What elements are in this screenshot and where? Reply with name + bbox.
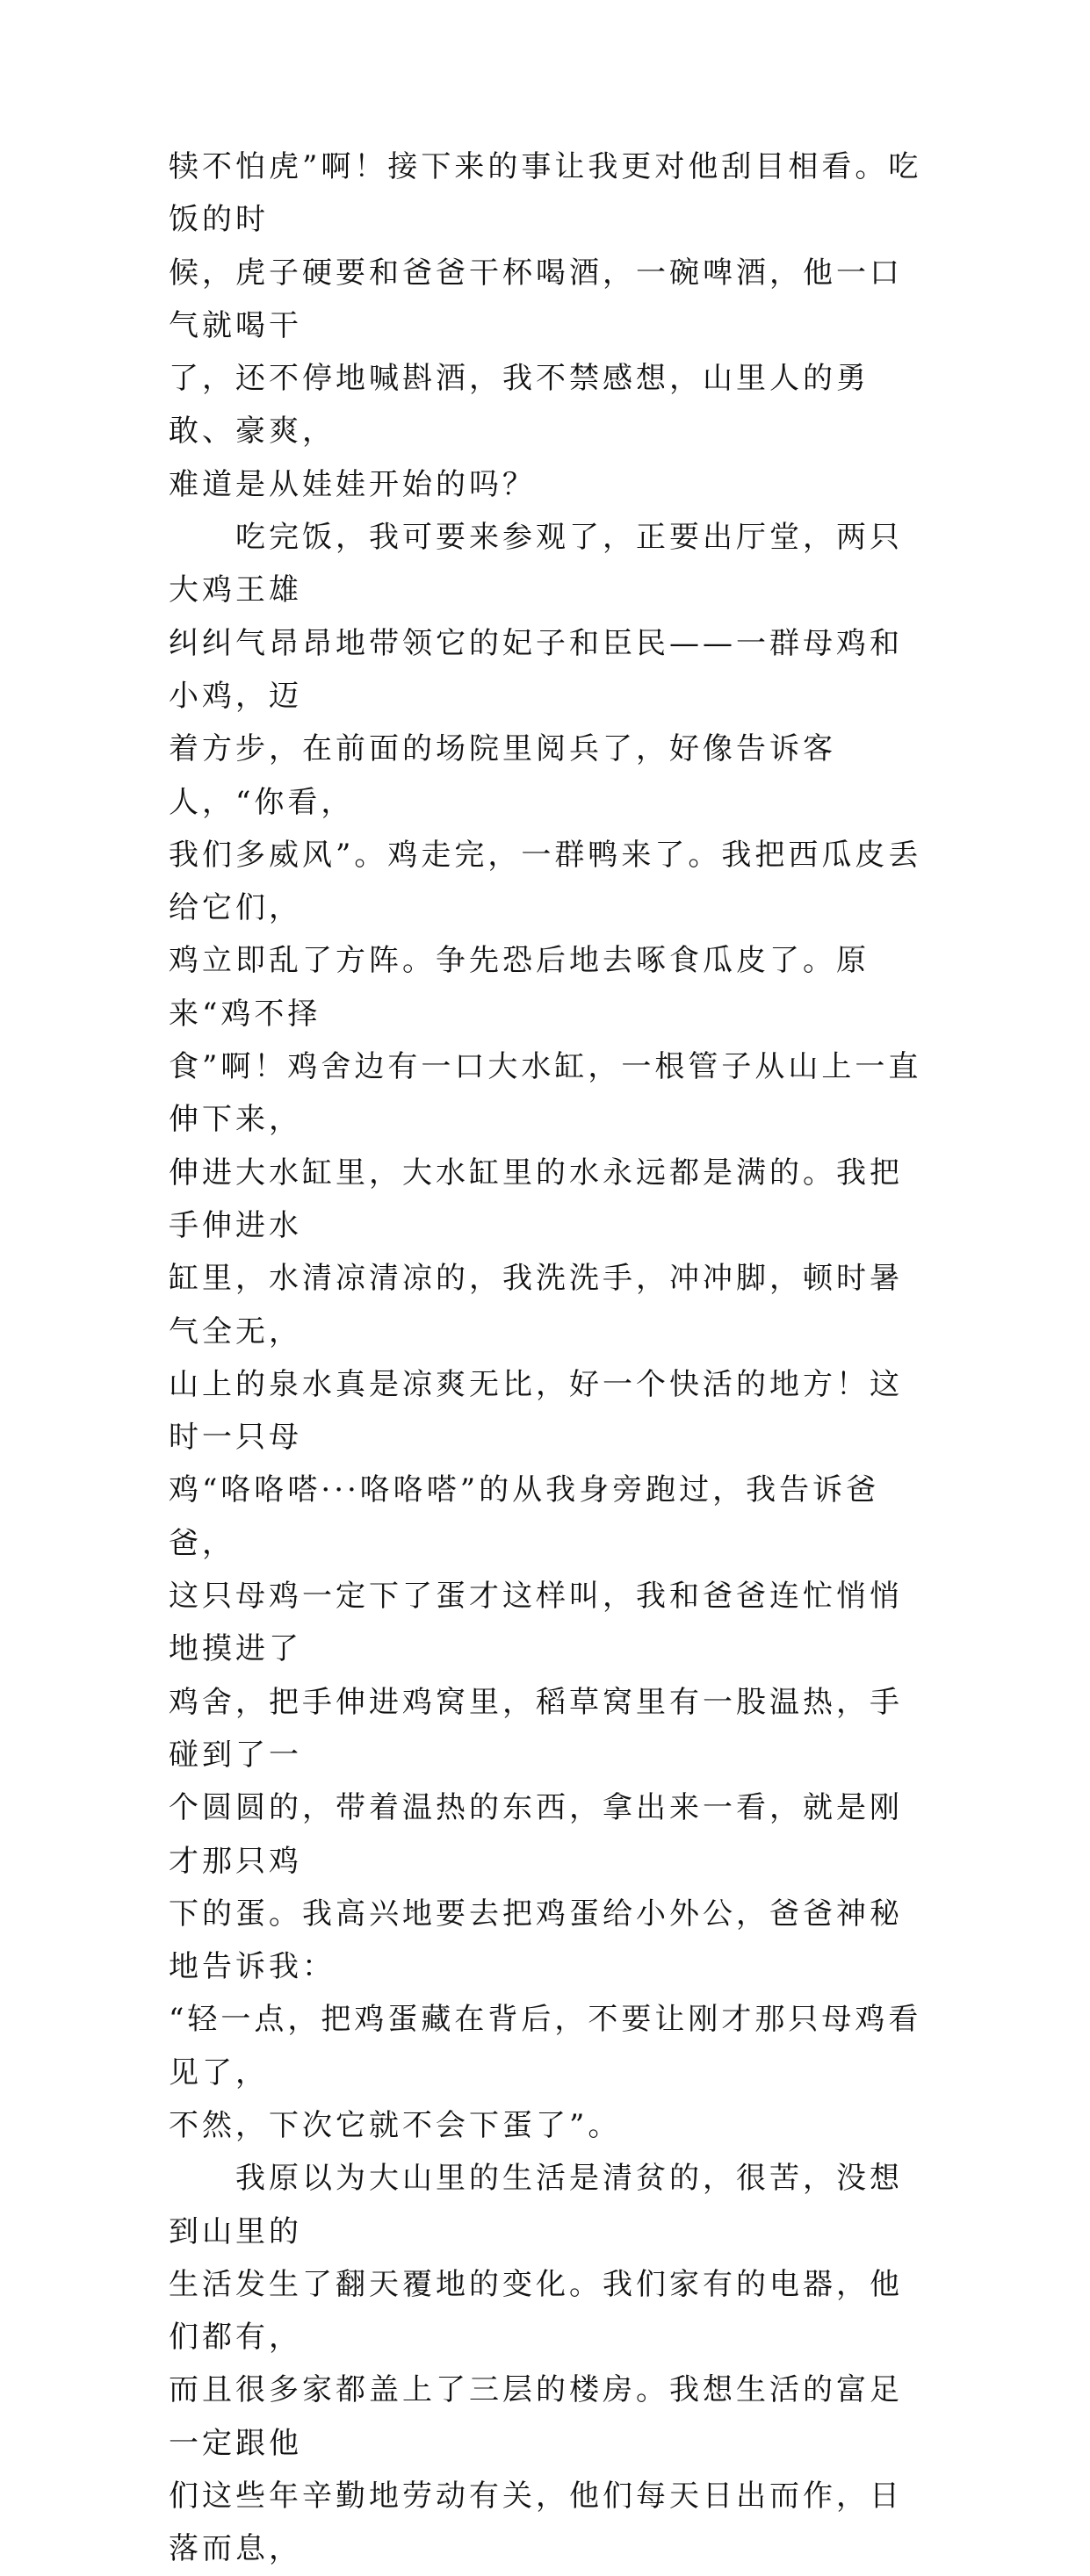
body-text — [169, 140, 933, 2576]
paragraph-mountain-life: 我原以为大山里的生活是清贫的，很苦，没想到山里的 生活发生了翻天覆地的变化。我们家有的电器，他们都有， 而且很多家都盖上了三层的楼房。我想生活的富足一定跟他 们这些年辛勤地劳动有关，他们每天日出而作，日落而息， — [169, 2161, 903, 2567]
paragraph-continuation: 犊不怕虎”啊！接下来的事让我更对他刮目相看。吃饭的时 候，虎子硬要和爸爸干杯喝酒，一碗啤酒，他一口气就喝干 了，还不停地喊斟酒，我不禁感想，山里人的勇敢、豪爽， 难道是从娃娃开始的吗？ — [169, 149, 922, 502]
paragraph-chicken-yard: 吃完饭，我可要来参观了，正要出厅堂，两只大鸡王雄 纠纠气昂昂地带领它的妃子和臣民——一群母鸡和小鸡，迈 着方步，在前面的场院里阅兵了，好像告诉客人，“你看， 我们多威风”。鸡走完，一群鸭来了。我把西瓜皮丢给它们， 鸡立即乱了方阵。争先恐后地去啄食瓜皮了。原来“鸡不择 食”啊！鸡舍边有一口大水缸，一根管子从山上一直伸下来， 伸进大水缸里，大水缸里的水永远都是满的。我把手伸进水 缸里，水清凉清凉的，我洗洗手，冲冲脚，顿时暑气全无， 山上的泉水真是凉爽无比，好一个快活的地方！这时一只母 鸡“咯咯嗒···咯咯嗒”的从我身旁跑过，我告诉爸爸， 这只母鸡一定下了蛋才这样叫，我和爸爸连忙悄悄地摸进了 鸡舍，把手伸进鸡窝里，稻草窝里有一股温热，手碰到了一 个圆圆的，带着温热的东西，拿出来一看，就是刚才那只鸡 下的蛋。我高兴地要去把鸡蛋给小外公，爸爸神秘地告诉我： “轻一点，把鸡蛋藏在背后，不要让刚才那只母鸡看见了， 不然，下次它就不会下蛋了”。 — [169, 520, 922, 2143]
